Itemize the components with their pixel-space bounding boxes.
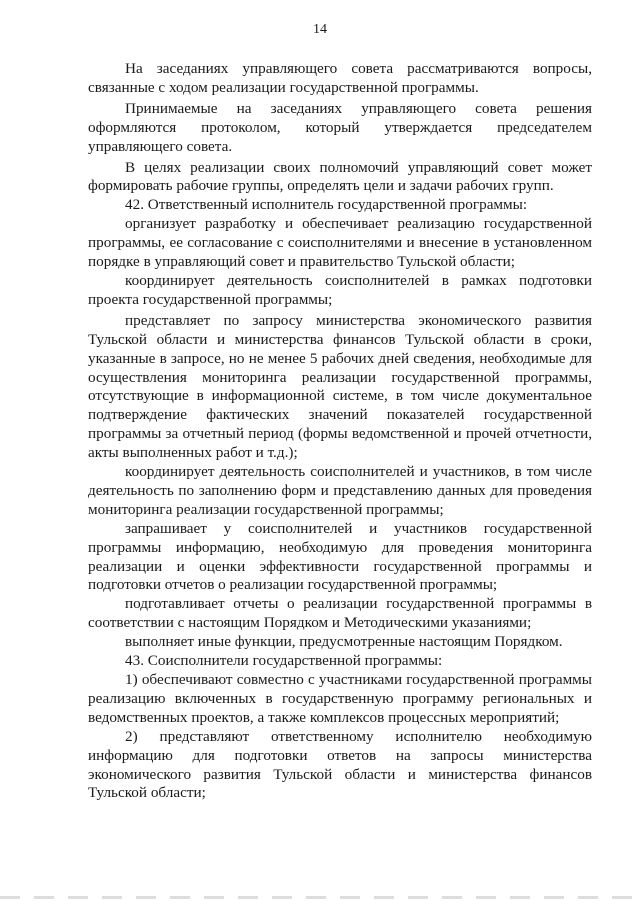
paragraph: координирует деятельность соисполнителей в рамках подготовки проекта государственной программы; [88, 271, 592, 308]
section-heading-43: 43. Соисполнители государственной программы: [125, 652, 443, 670]
paragraph: В целях реализации своих полномочий управляющий совет может формировать рабочие группы, определять цели и задачи рабочих групп. [88, 158, 592, 195]
paragraph: координирует деятельность соисполнителей и участников, в том числе деятельность по заполнению форм и представлению данных для проведения мониторинга реализации государственной программы; [88, 463, 592, 518]
page-number: 14 [313, 22, 327, 37]
section-heading-42: 42. Ответственный исполнитель государственной программы: [125, 196, 528, 214]
paragraph: 1) обеспечивают совместно с участниками государственной программы реализацию включенных в государственную программу региональных и ведомственных проектов, а также комплексов процессных мероприятий; [88, 671, 592, 726]
paragraph: представляет по запросу министерства экономического развития Тульской области и министерства финансов Тульской области в сроки, указанные в запросе, но не менее 5 рабочих дней сведения, необходимые для осуществления мониторинга реализации государственной программы, отсутствующие в информационной системе, в том числе документальное подтверждение фактических значений показателей государственной программы за отчетный период (формы ведомственной и прочей отчетности, акты выполненных работ и т.д.); [88, 311, 592, 462]
paragraph: выполняет иные функции, предусмотренные настоящим Порядком. [125, 633, 563, 651]
paragraph: Принимаемые на заседаниях управляющего совета решения оформляются протоколом, который утверждается председателем управляющего совета. [88, 99, 592, 155]
document-body [88, 60, 592, 803]
paragraph: На заседаниях управляющего совета рассматриваются вопросы, связанные с ходом реализации государственной программы. [88, 60, 592, 96]
paragraph: 2) представляют ответственному исполнителю необходимую информацию для подготовки ответов на запросы министерства экономического развития Тульской области и министерства финансов Тульской области; [88, 727, 592, 802]
paragraph: организует разработку и обеспечивает реализацию государственной программы, ее согласование с соисполнителями и внесение в установленном порядке в управляющий совет и правительство Тульской области; [88, 215, 592, 271]
scan-artifact-line [0, 896, 640, 899]
paragraph: запрашивает у соисполнителей и участников государственной программы информацию, необходимую для проведения мониторинга реализации и оценки эффективности государственной программы и подготовки отчетов о реализации государственной программы; [88, 519, 592, 594]
paragraph: подготавливает отчеты о реализации государственной программы в соответствии с настоящим Порядком и Методическими указаниями; [88, 595, 592, 632]
